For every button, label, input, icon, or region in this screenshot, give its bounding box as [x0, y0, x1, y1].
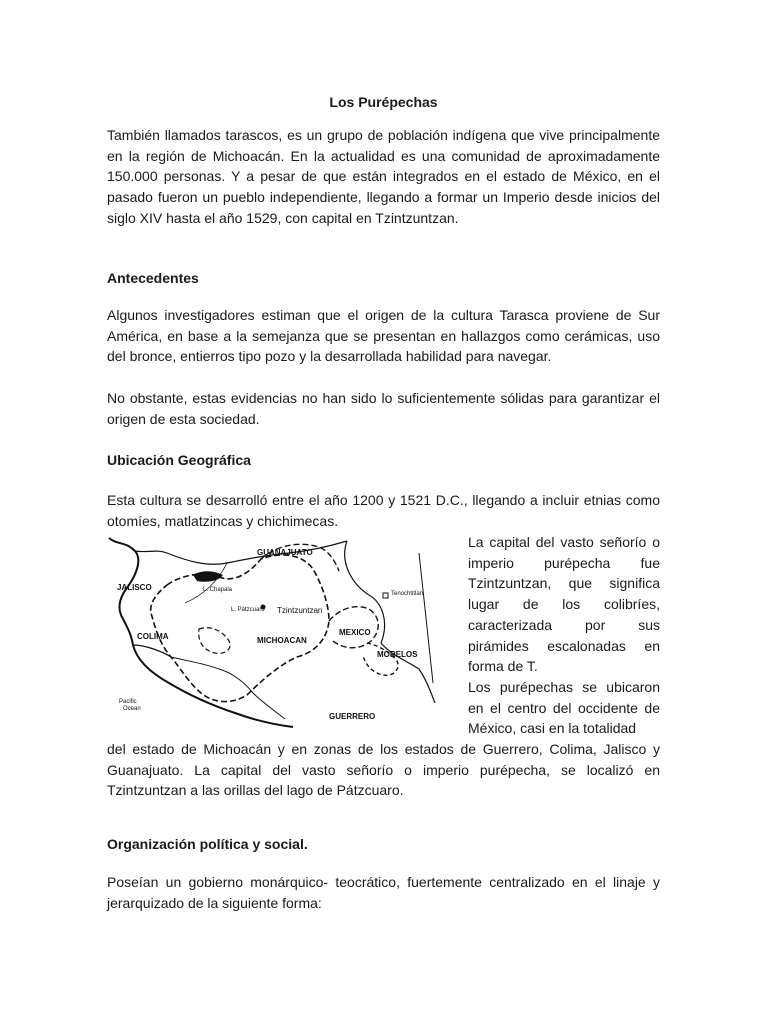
map-label-pacific: Pacific [119, 699, 137, 705]
ubicacion-side-paragraph-1: La capital del vasto señorío o imperio purépecha fue Tzintzuntzan, que significa lugar de los colibríes, caracterizada por sus pirámides escalonadas en forma de T. [468, 534, 660, 675]
map-label-tenochtitlan: Tenochtitlan [391, 591, 424, 597]
page-title: Los Purépechas [329, 94, 438, 110]
antecedentes-paragraph-1: Algunos investigadores estiman que el origen de la cultura Tarasca proviene de Sur América, en base a la semejanza que se presentan en hallazgos como cerámicas, uso del bronce, entierros tipo pozo y la desarrollada habilidad para navegar. [107, 307, 660, 365]
map-label-chapala: L. Chapala [203, 587, 233, 593]
organizacion-paragraph-1: Poseían un gobierno monárquico- teocrático, fuertemente centralizado en el linaje y jerarquizado de la siguiente forma: [107, 874, 660, 911]
michoacan-map [107, 533, 437, 728]
map-label-michoacan: MICHOACAN [257, 636, 307, 645]
ubicacion-paragraph-2: del estado de Michoacán y en zonas de los estados de Guerrero, Colima, Jalisco y Guanajuato. La capital del vasto señorío o imperio purépecha, se localizó en Tzintzuntzan a las orillas del lago de Pátzcuaro. [107, 741, 660, 799]
intro-paragraph: También llamados tarascos, es un grupo de población indígena que vive principalmente en la región de Michoacán. En la actualidad es una comunidad de aproximadamente 150.000 personas. Y a pesar de que están integrados en el estado de México, en el pasado fueron un pueblo independiente, llegando a formar un Imperio desde inicios del siglo XIV hasta el año 1529, con capital en Tzintzuntzan. [107, 127, 660, 226]
map-label-patzcuaro: L. Pátzcuaro [231, 607, 265, 613]
map-label-guanajuato: GUANAJUATO [257, 548, 313, 557]
antecedentes-paragraph-2: No obstante, estas evidencias no han sido lo suficientemente sólidas para garantizar el origen de esta sociedad. [107, 390, 660, 427]
map-label-tzintzuntzan: Tzintzuntzan [277, 606, 323, 615]
map-label-ocean: Ocean [123, 706, 141, 712]
section-heading-ubicacion: Ubicación Geográfica [107, 452, 251, 468]
ubicacion-side-paragraph-2: Los purépechas se ubicaron en el centro del occidente de México, casi en la totalidad [468, 679, 660, 737]
map-label-colima: COLIMA [137, 632, 169, 641]
map-label-jalisco: JALISCO [117, 583, 152, 592]
map-label-guerrero: GUERRERO [329, 712, 376, 721]
section-heading-antecedentes: Antecedentes [107, 270, 199, 286]
ubicacion-paragraph-1: Esta cultura se desarrolló entre el año 1200 y 1521 D.C., llegando a incluir etnias como otomíes, matlatzincas y chichimecas. [107, 492, 660, 529]
map-label-morelos: MORELOS [377, 650, 418, 659]
section-heading-organizacion: Organización política y social. [107, 836, 308, 852]
map-label-mexico: MEXICO [339, 628, 371, 637]
